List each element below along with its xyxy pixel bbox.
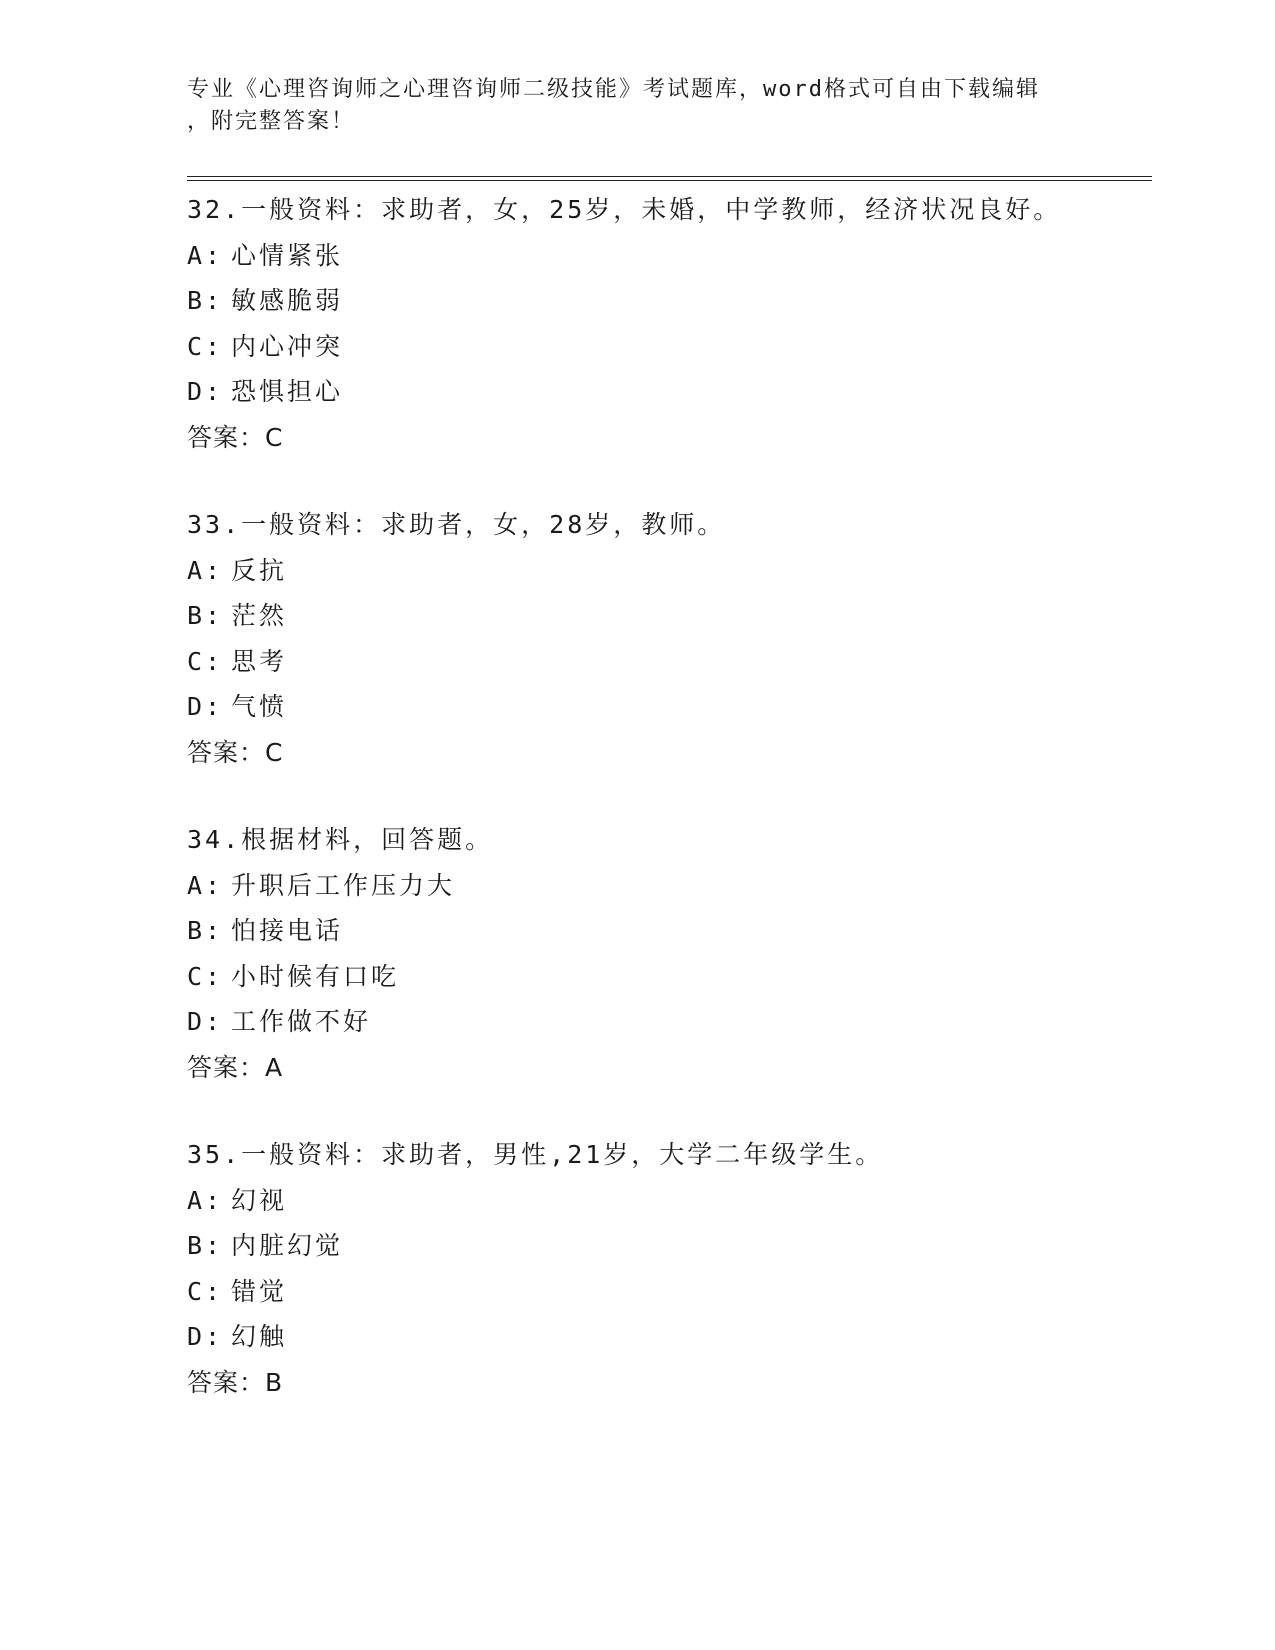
option-text: 茫然 [231, 601, 288, 630]
question-block [187, 1132, 1147, 1405]
answer-line: 答案：C [187, 422, 284, 452]
option-letter: B: [187, 1231, 224, 1260]
question-stem: 32.一般资料：求助者，女，25岁，未婚，中学教师，经济状况良好。 [187, 195, 1062, 224]
option-c [187, 1269, 1147, 1315]
answer-line: 答案：B [187, 1367, 284, 1397]
option-letter: C: [187, 961, 224, 991]
question-block [187, 817, 1147, 1090]
option-text: 气愤 [231, 692, 288, 721]
option-d [187, 684, 1147, 730]
option-text: 小时候有口吃 [231, 961, 400, 991]
answer-line: 答案：C [187, 737, 284, 767]
option-letter: C: [187, 646, 224, 676]
option-letter: A: [187, 1185, 224, 1215]
question-block [187, 187, 1147, 460]
option-c [187, 954, 1147, 1000]
option-text: 工作做不好 [231, 1007, 372, 1036]
option-text: 思考 [231, 646, 288, 676]
option-letter: D: [187, 1007, 224, 1036]
option-text: 升职后工作压力大 [231, 870, 456, 900]
option-a [187, 233, 1147, 279]
option-a [187, 548, 1147, 594]
option-letter: A: [187, 870, 224, 900]
option-letter: A: [187, 240, 224, 270]
option-c [187, 324, 1147, 370]
option-letter: B: [187, 601, 224, 630]
option-letter: D: [187, 1322, 224, 1351]
option-d [187, 369, 1147, 415]
option-c [187, 639, 1147, 685]
option-letter: B: [187, 916, 224, 945]
question-block [187, 502, 1147, 775]
question-stem: 35.一般资料：求助者，男性,21岁，大学二年级学生。 [187, 1140, 884, 1169]
answer-line: 答案：A [187, 1052, 284, 1082]
option-a [187, 1178, 1147, 1224]
option-letter: C: [187, 1276, 224, 1306]
option-text: 内脏幻觉 [231, 1231, 344, 1260]
option-text: 幻触 [231, 1322, 288, 1351]
option-text: 错觉 [231, 1276, 288, 1306]
option-text: 幻视 [231, 1185, 288, 1215]
header-title-line-2: ，附完整答案！ [187, 109, 356, 134]
option-letter: B: [187, 286, 224, 315]
option-text: 反抗 [231, 555, 288, 585]
question-stem: 33.一般资料：求助者，女，28岁，教师。 [187, 510, 726, 539]
option-text: 怕接电话 [231, 916, 344, 945]
option-b [187, 1223, 1147, 1269]
header-title-line-1: 专业《心理咨询师之心理咨询师二级技能》考试题库，word格式可自由下载编辑 [187, 77, 1040, 102]
option-text: 内心冲突 [231, 331, 344, 361]
option-letter: D: [187, 377, 224, 406]
option-text: 心情紧张 [231, 240, 344, 270]
option-b [187, 278, 1147, 324]
option-text: 恐惧担心 [231, 377, 344, 406]
option-b [187, 908, 1147, 954]
header-divider-top [187, 176, 1152, 177]
option-d [187, 999, 1147, 1045]
option-text: 敏感脆弱 [231, 286, 344, 315]
option-d [187, 1314, 1147, 1360]
option-letter: A: [187, 555, 224, 585]
question-stem: 34.根据材料，回答题。 [187, 825, 494, 854]
option-letter: D: [187, 692, 224, 721]
option-a [187, 863, 1147, 909]
option-b [187, 593, 1147, 639]
header-divider-bottom [187, 180, 1152, 181]
option-letter: C: [187, 331, 224, 361]
